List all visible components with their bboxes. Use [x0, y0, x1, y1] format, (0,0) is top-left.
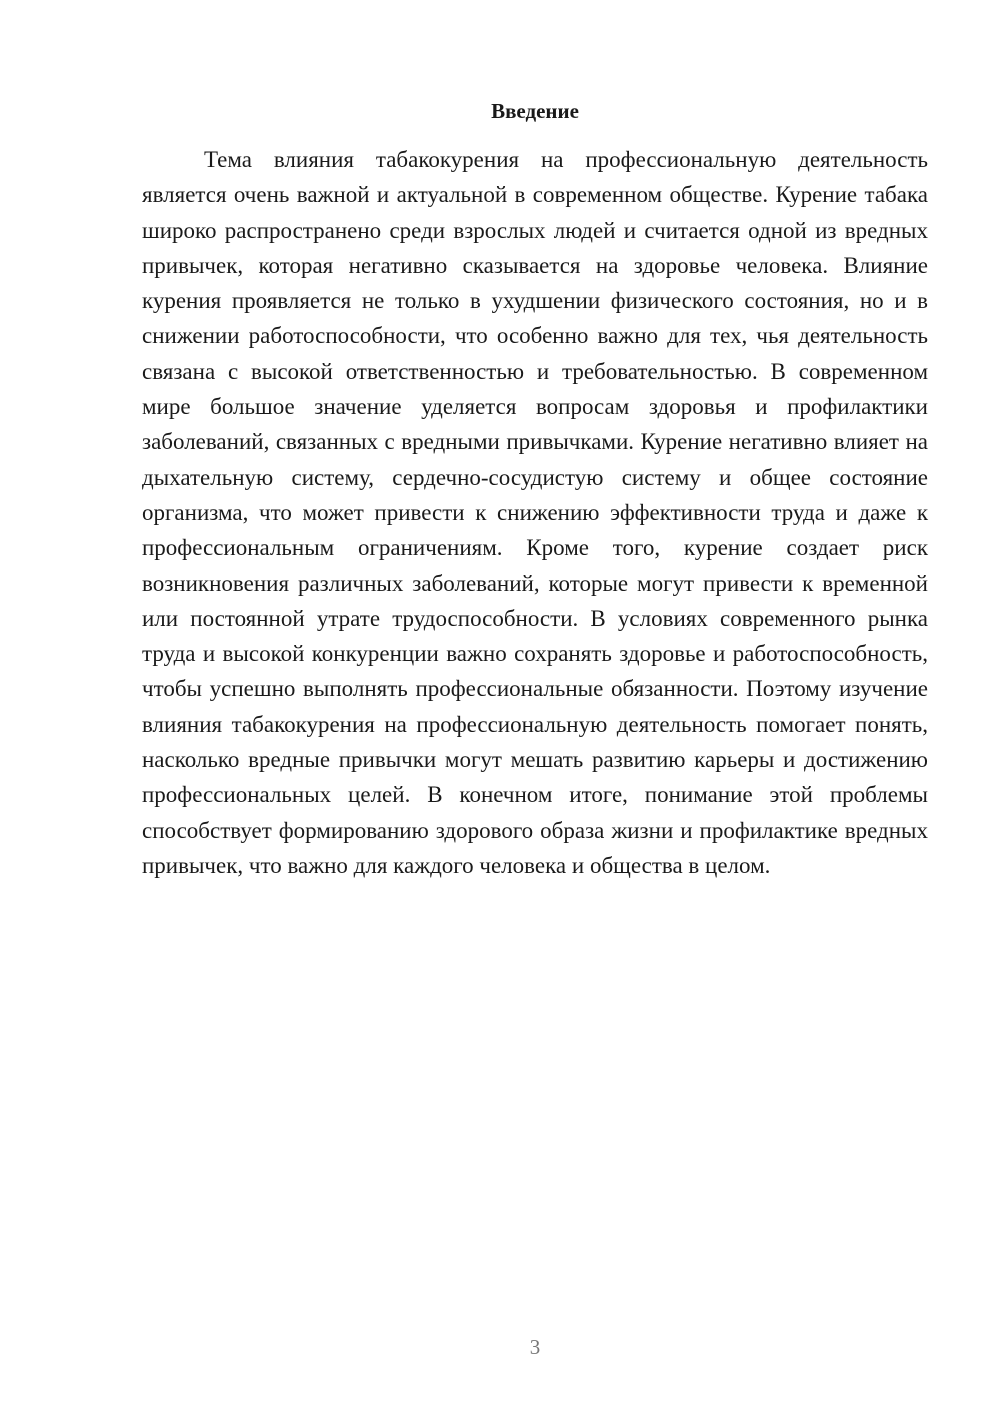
section-heading: Введение	[491, 99, 579, 123]
body-paragraph: Тема влияния табакокурения на профессиональную деятельность является очень важной и актуальной в современном обществе. Курение табака широко распространено среди взрослых людей и считается одной из вредных привычек, которая негативно сказывается на здоровье человека. Влияние курения проявляется не только в ухудшении физического состояния, но и в снижении работоспособности, что особенно важно для тех, чья деятельность связана с высокой ответственностью и требовательностью. В современном мире большое значение уделяется вопросам здоровья и профилактики заболеваний, связанных с вредными привычками. Курение негативно влияет на дыхательную систему, сердечно-сосудистую систему и общее состояние организма, что может привести к снижению эффективности труда и даже к профессиональным ограничениям. Кроме того, курение создает риск возникновения различных заболеваний, которые могут привести к временной или постоянной утрате трудоспособности. В условиях современного рынка труда и высокой конкуренции важно сохранять здоровье и работоспособность, чтобы успешно выполнять профессиональные обязанности. Поэтому изучение влияния табакокурения на профессиональную деятельность помогает понять, насколько вредные привычки могут мешать развитию карьеры и достижению профессиональных целей. В конечном итоге, понимание этой проблемы способствует формированию здорового образа жизни и профилактике вредных привычек, что важно для каждого человека и общества в целом.	[142, 147, 928, 878]
page-number: 3	[529, 1335, 541, 1359]
